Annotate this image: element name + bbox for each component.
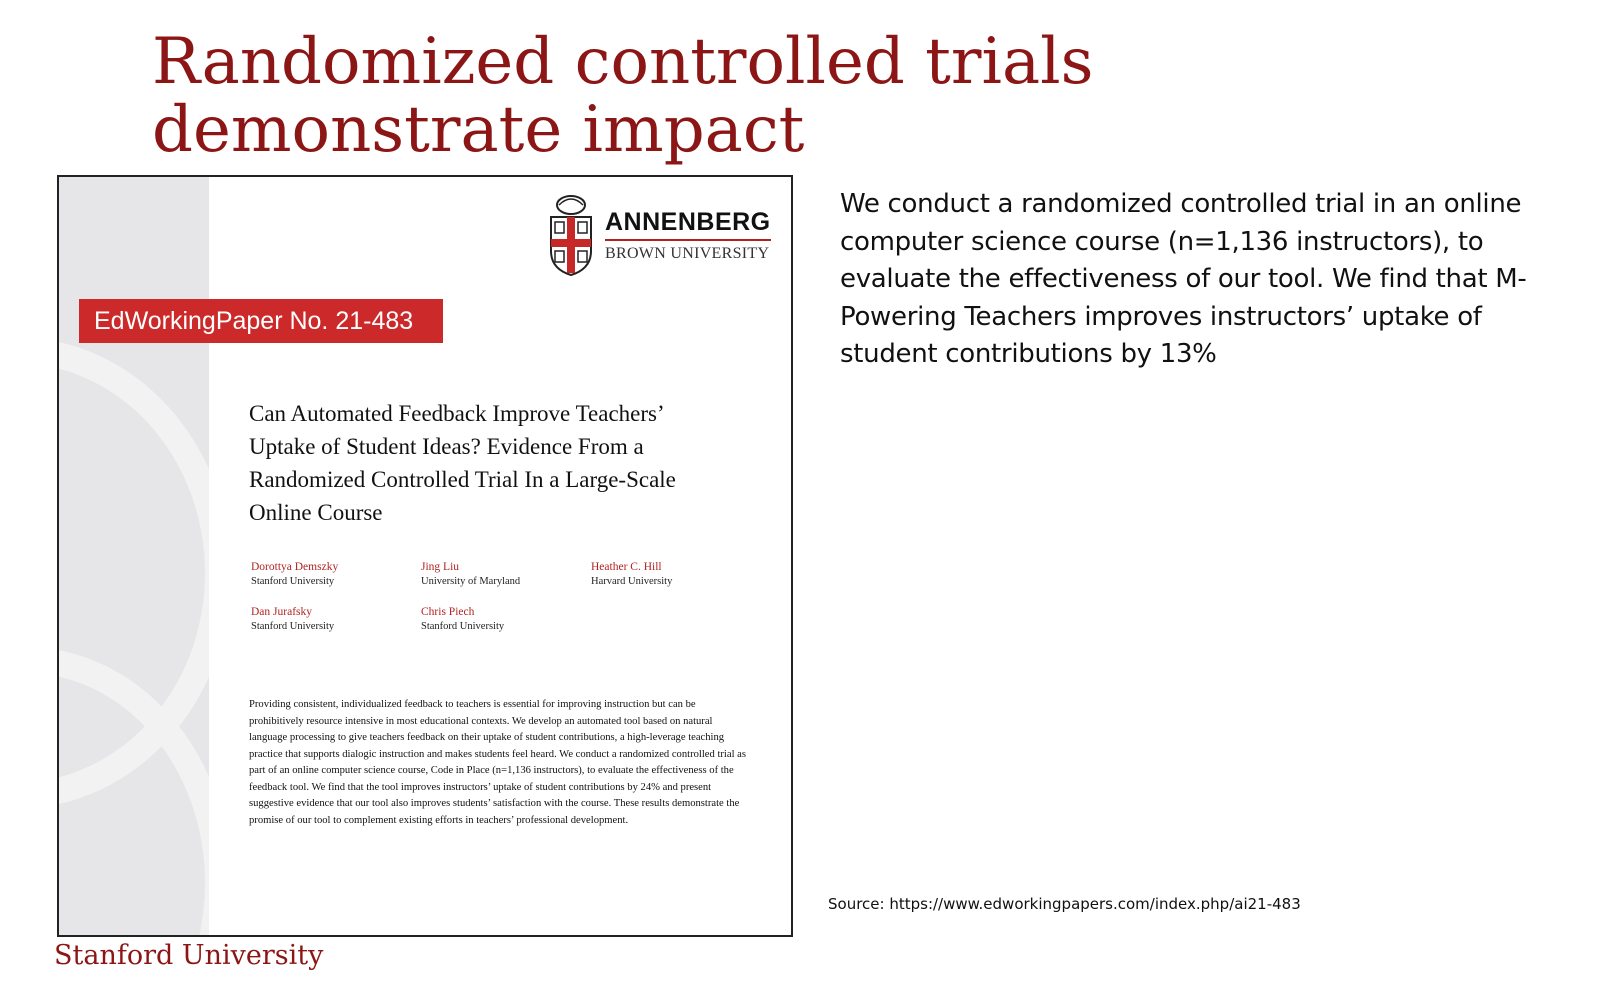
working-paper-banner: EdWorkingPaper No. 21-483 xyxy=(79,299,443,343)
logo-brand: ANNENBERG xyxy=(605,208,771,241)
paper-abstract: Providing consistent, individualized feedback to teachers is essential for improving instruction but can be prohibitively resource intensive in most educational contexts. We develop an automated tool based on natural language processing to give teachers feedback on their uptake of student contributions, a high-leverage teaching practice that supports dialogic instruction and makes students feel heard. We conduct a randomized controlled trial as part of an online computer science course, Code in Place (n=1,136 instructors), to evaluate the effectiveness of the feedback tool. We find that the tool improves instructors’ uptake of student contributions by 24% and present suggestive evidence that our tool also improves students’ satisfaction with the course. These results demonstrate the promise of our tool to complement existing efforts in teachers’ professional development. xyxy=(249,699,746,826)
slide-body-text: We conduct a randomized controlled trial in an online computer science course (n=1,136 instructors), to evaluate the effectiveness of our tool. We find that M-Powering Teachers improves instructors’ uptake of student contributions by 13% xyxy=(840,189,1527,369)
author-affiliation: Stanford University xyxy=(251,576,335,587)
author-entry xyxy=(251,560,421,589)
author-name: Heather C. Hill xyxy=(591,561,662,573)
logo-university: BROWN UNIVERSITY xyxy=(605,244,770,262)
paper-cover-image xyxy=(57,175,793,937)
author-affiliation: University of Maryland xyxy=(421,576,521,587)
author-name: Dorottya Demszky xyxy=(251,561,339,573)
stanford-wordmark: Stanford University xyxy=(54,940,324,971)
author-affiliation: Stanford University xyxy=(421,621,505,632)
brown-shield-icon xyxy=(547,193,595,277)
author-name: Chris Piech xyxy=(421,606,475,618)
author-name: Dan Jurafsky xyxy=(251,606,312,618)
author-entry xyxy=(421,605,591,634)
author-entry xyxy=(591,560,761,589)
decorative-strip xyxy=(59,177,209,935)
source-citation: Source: https://www.edworkingpapers.com/index.php/ai21-483 xyxy=(828,895,1301,913)
slide-title: Randomized controlled trials demonstrate impact xyxy=(152,25,1094,167)
paper-title: Can Automated Feedback Improve Teachers’ Uptake of Student Ideas? Evidence From a Randomized Controlled Trial In a Large-Scale Online Course xyxy=(249,401,676,525)
author-entry xyxy=(251,605,421,634)
author-affiliation: Stanford University xyxy=(251,621,335,632)
author-entry xyxy=(421,560,591,589)
annenberg-logo xyxy=(547,193,771,277)
author-name: Jing Liu xyxy=(421,561,460,573)
author-list xyxy=(251,560,771,634)
author-affiliation: Harvard University xyxy=(591,576,673,587)
